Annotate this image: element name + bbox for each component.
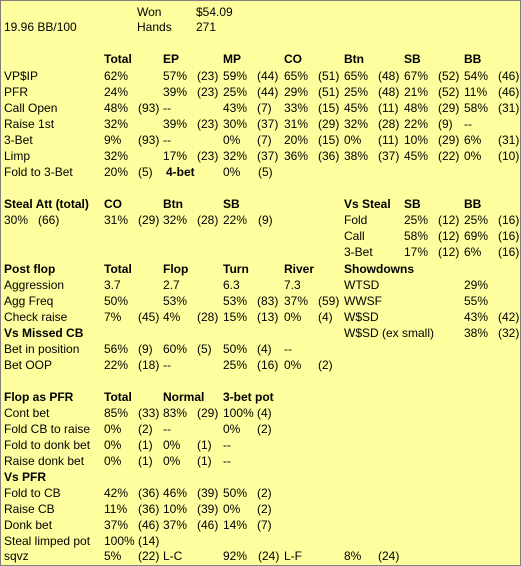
stat-value: 22%: [104, 358, 129, 372]
stat-count: (32): [498, 326, 520, 340]
stat-value: 22%: [223, 213, 248, 227]
stat-count: (13): [257, 310, 279, 324]
stat-value: 32%: [104, 117, 129, 131]
row-label: PFR: [4, 85, 28, 99]
stat-value: 50%: [104, 294, 129, 308]
row-label: Agg Freq: [4, 294, 54, 308]
stat-value: --: [223, 438, 231, 452]
stat-value: 45%: [344, 101, 369, 115]
stat-value: --: [464, 117, 472, 131]
col-header-ep: EP: [163, 52, 180, 66]
stat-count: (11): [378, 133, 399, 147]
stat-count: (51): [318, 85, 340, 99]
row-label: Check raise: [4, 310, 68, 324]
stat-value: 0%: [223, 422, 241, 436]
stat-count: (39): [197, 502, 219, 516]
stat-count: (31): [498, 101, 520, 115]
row-label: Limp: [4, 149, 31, 163]
stat-count: (5): [138, 165, 153, 179]
stat-value: 48%: [104, 101, 129, 115]
hands-label: Hands: [137, 20, 172, 34]
won-label: Won: [137, 5, 162, 19]
stat-count: (16): [498, 213, 520, 227]
vs-steal-col-bb: BB: [464, 197, 482, 211]
stat-value: 31%: [284, 117, 309, 131]
stat-count: (7): [257, 101, 272, 115]
row-label: Call: [344, 229, 365, 243]
stat-count: (1): [197, 438, 212, 452]
stat-count: (29): [438, 133, 460, 147]
stat-count: (46): [138, 518, 160, 532]
col-header-sb: SB: [404, 52, 421, 66]
stat-value: 3.7: [104, 278, 121, 292]
stat-count: (10): [498, 149, 520, 163]
stat-value: 6%: [464, 133, 482, 147]
stat-count: (37): [257, 149, 279, 163]
stat-count: (66): [38, 213, 60, 227]
stat-value: 53%: [163, 294, 188, 308]
stat-count: (52): [438, 85, 460, 99]
stat-count: (23): [197, 69, 219, 83]
flop-pfr-col-normal: Normal: [163, 390, 205, 404]
stat-value: 21%: [404, 85, 429, 99]
stat-count: (16): [498, 245, 520, 259]
stat-count: (15): [318, 133, 340, 147]
stat-count: (7): [257, 518, 272, 532]
stat-value: --: [163, 358, 171, 372]
stat-count: (16): [257, 358, 279, 372]
stat-value: 32%: [344, 117, 369, 131]
stat-count: (11): [378, 101, 399, 115]
stat-count: (37): [378, 149, 400, 163]
stat-count: (36): [138, 486, 160, 500]
stat-value: 50%: [223, 342, 248, 356]
stat-value: 60%: [163, 342, 188, 356]
row-label: Call Open: [4, 101, 58, 115]
stat-count: (23): [197, 85, 219, 99]
stat-count: (9): [438, 117, 453, 131]
stat-value: 0%: [284, 358, 302, 372]
stat-count: (9): [258, 213, 273, 227]
row-label: W$SD (ex small): [344, 326, 435, 340]
stat-count: (12): [438, 245, 460, 259]
stat-value: 0%: [163, 454, 181, 468]
row-label: Bet in position: [4, 342, 80, 356]
stat-value: 43%: [464, 310, 489, 324]
stat-count: (93): [138, 133, 160, 147]
stat-count: (23): [197, 149, 219, 163]
stat-count: (2): [318, 358, 333, 372]
stat-value: --: [163, 422, 171, 436]
stat-count: (48): [378, 69, 400, 83]
row-label: Raise donk bet: [4, 454, 85, 468]
stat-value: 0%: [464, 149, 482, 163]
stat-value: 65%: [344, 69, 369, 83]
stat-value: 54%: [464, 69, 489, 83]
stat-value: 69%: [464, 229, 489, 243]
stat-value: 42%: [104, 486, 129, 500]
stat-value: 24%: [104, 85, 129, 99]
stat-count: (23): [197, 117, 219, 131]
stat-value: 83%: [163, 406, 188, 420]
stat-value: 20%: [284, 133, 309, 147]
row-label: WWSF: [344, 294, 382, 308]
stat-value: 20%: [104, 165, 129, 179]
col-header-bb: BB: [464, 52, 482, 66]
stat-count: (24): [378, 549, 400, 563]
stat-value: 37%: [104, 518, 129, 532]
stat-count: (48): [378, 85, 400, 99]
stat-value: 25%: [464, 213, 489, 227]
stat-count: (4): [257, 342, 272, 356]
stat-count: (39): [197, 486, 219, 500]
lf-label: L-F: [284, 549, 302, 563]
stat-value: 7.3: [284, 278, 301, 292]
stat-value: 48%: [404, 101, 429, 115]
stat-value: 17%: [404, 245, 429, 259]
stat-count: (44): [257, 69, 279, 83]
stat-value: 59%: [223, 69, 248, 83]
row-label: Raise CB: [4, 502, 55, 516]
stat-value: 5%: [104, 549, 122, 563]
stat-count: (59): [318, 294, 340, 308]
stat-count: (83): [257, 294, 279, 308]
stat-count: (1): [138, 454, 153, 468]
stat-count: (28): [197, 213, 219, 227]
stat-count: (4): [257, 406, 272, 420]
stat-value: --: [284, 342, 292, 356]
stat-value: 62%: [104, 69, 129, 83]
stat-value: 50%: [223, 486, 248, 500]
row-label: Fold to 3-Bet: [4, 165, 73, 179]
col-header-total: Total: [104, 52, 132, 66]
postflop-col-flop: Flop: [163, 262, 189, 276]
stat-count: (28): [197, 310, 219, 324]
flop-pfr-col-3bet-pot: 3-bet pot: [223, 390, 274, 404]
row-label: Fold to donk bet: [4, 438, 91, 452]
stat-value: 15%: [223, 310, 248, 324]
stat-count: (33): [138, 406, 160, 420]
hands-value: 271: [196, 20, 217, 34]
stat-value: 57%: [163, 69, 188, 83]
stat-value: 31%: [104, 213, 129, 227]
stat-value: 11%: [464, 85, 488, 99]
stat-count: (2): [257, 502, 272, 516]
stat-value: 39%: [163, 85, 188, 99]
stat-count: (5): [197, 342, 212, 356]
won-value: $54.09: [196, 5, 233, 19]
stat-value: 0%: [163, 438, 181, 452]
stat-value: 11%: [104, 502, 128, 516]
stat-value: 32%: [223, 149, 248, 163]
postflop-col-river: River: [284, 262, 315, 276]
stat-count: (31): [498, 133, 520, 147]
stat-count: (18): [138, 358, 160, 372]
stat-value: 10%: [404, 133, 429, 147]
row-label: Raise 1st: [4, 117, 55, 131]
stat-value: 25%: [223, 358, 248, 372]
stat-value: 58%: [464, 101, 489, 115]
stat-value: 0%: [104, 454, 122, 468]
steal-col-sb: SB: [223, 197, 240, 211]
stat-count: (22): [138, 549, 160, 563]
stat-value: 7%: [104, 310, 122, 324]
stat-value: 0%: [223, 165, 241, 179]
stat-value: 36%: [284, 149, 309, 163]
vs-steal-header: Vs Steal: [344, 197, 391, 211]
stat-value: 0%: [284, 310, 302, 324]
stat-count: (46): [498, 69, 520, 83]
stat-value: 53%: [223, 294, 248, 308]
vs-pfr-header: Vs PFR: [4, 470, 47, 484]
stat-count: (16): [498, 229, 520, 243]
stat-value: 39%: [163, 117, 188, 131]
stat-value: 65%: [284, 69, 309, 83]
stat-value: 43%: [223, 101, 248, 115]
stat-value: 55%: [464, 294, 489, 308]
stat-count: (29): [197, 406, 219, 420]
stat-value: 45%: [404, 149, 429, 163]
stat-count: (14): [138, 534, 160, 548]
stat-value: 29%: [284, 85, 309, 99]
stat-value: 29%: [464, 278, 489, 292]
stat-value: 0%: [344, 133, 362, 147]
row-label: Donk bet: [4, 518, 53, 532]
stat-value: 30%: [223, 117, 248, 131]
stat-value: 10%: [163, 502, 188, 516]
col-header-mp: MP: [223, 52, 241, 66]
stat-value: --: [163, 101, 171, 115]
stat-count: (42): [498, 310, 520, 324]
stat-count: (29): [438, 101, 460, 115]
stat-count: (44): [257, 85, 279, 99]
stat-count: (36): [138, 502, 160, 516]
stat-value: --: [163, 133, 171, 147]
stat-value: 2.7: [163, 278, 180, 292]
stat-count: (29): [138, 213, 160, 227]
stat-count: (52): [438, 69, 460, 83]
stat-value: 32%: [104, 149, 129, 163]
lc-label: L-C: [163, 549, 183, 563]
stat-count: (24): [258, 549, 280, 563]
stat-count: (15): [318, 101, 340, 115]
row-label: Fold CB to raise: [4, 422, 91, 436]
stat-value: 25%: [404, 213, 429, 227]
stat-value: 37%: [163, 518, 188, 532]
stat-count: (12): [438, 213, 460, 227]
stat-value: 0%: [223, 502, 241, 516]
stat-value: 6%: [464, 245, 482, 259]
flop-pfr-header: Flop as PFR: [4, 390, 74, 404]
stat-value: 38%: [344, 149, 369, 163]
stat-count: (1): [138, 438, 153, 452]
stat-value: 0%: [104, 438, 122, 452]
stat-value: 25%: [223, 85, 248, 99]
vs-missed-cb-header: Vs Missed CB: [4, 326, 84, 340]
row-label: Aggression: [4, 278, 65, 292]
steal-col-btn: Btn: [163, 197, 183, 211]
bb100-value: 19.96 BB/100: [4, 20, 77, 34]
stat-count: (2): [257, 486, 272, 500]
stat-count: (2): [138, 422, 153, 436]
stat-count: (46): [197, 518, 219, 532]
steal-col-co: CO: [104, 197, 122, 211]
stat-value: 6.3: [223, 278, 240, 292]
row-label: 3-Bet: [344, 245, 373, 259]
stat-count: (93): [138, 101, 160, 115]
stat-count: (22): [438, 149, 460, 163]
stat-value: 17%: [163, 149, 188, 163]
stat-value: 0%: [104, 422, 122, 436]
stat-value: 67%: [404, 69, 429, 83]
stat-value: 33%: [284, 101, 309, 115]
row-label: Steal limped pot: [4, 534, 91, 548]
row-label: Fold: [344, 213, 368, 227]
stat-count: (28): [378, 117, 400, 131]
stat-count: (12): [438, 229, 460, 243]
stat-count: (45): [138, 310, 160, 324]
stat-count: (29): [318, 117, 340, 131]
stat-value: 30%: [4, 213, 29, 227]
postflop-col-total: Total: [104, 262, 132, 276]
row-label: Cont bet: [4, 406, 50, 420]
stat-value: 0%: [223, 133, 241, 147]
row-label: Fold to CB: [4, 486, 61, 500]
stat-count: (46): [498, 85, 520, 99]
steal-header: Steal Att (total): [4, 197, 89, 211]
postflop-col-turn: Turn: [223, 262, 249, 276]
stat-value: 56%: [104, 342, 129, 356]
stat-value: 85%: [104, 406, 129, 420]
stat-value: 38%: [464, 326, 489, 340]
col-header-co: CO: [284, 52, 302, 66]
stat-value: 100%: [223, 406, 254, 420]
stat-value: 4%: [163, 310, 181, 324]
row-label: 3-Bet: [4, 133, 33, 147]
stat-value: 46%: [163, 486, 188, 500]
stat-count: (37): [257, 117, 279, 131]
stat-count: (4): [318, 310, 333, 324]
stat-value: 32%: [163, 213, 188, 227]
stat-count: (1): [197, 454, 212, 468]
stat-value: 9%: [104, 133, 122, 147]
stat-value: 22%: [404, 117, 429, 131]
stat-value: 25%: [344, 85, 369, 99]
stat-value: 58%: [404, 229, 429, 243]
stat-value: 14%: [223, 518, 248, 532]
stat-count: (2): [257, 422, 272, 436]
row-label: WTSD: [344, 278, 380, 292]
flop-pfr-col-total: Total: [104, 390, 132, 404]
stat-count: (51): [318, 69, 340, 83]
row-label: sqvz: [4, 549, 29, 563]
stat-value: --: [223, 454, 231, 468]
col-header-btn: Btn: [344, 52, 364, 66]
postflop-header: Post flop: [4, 262, 56, 276]
stat-value: 92%: [223, 549, 248, 563]
row-label: VP$IP: [4, 69, 39, 83]
stat-count: (7): [257, 133, 272, 147]
stat-count: (5): [258, 165, 273, 179]
row-label: W$SD: [344, 310, 379, 324]
four-bet-label: 4-bet: [166, 165, 195, 179]
showdowns-header: Showdowns: [344, 262, 414, 276]
stat-count: (36): [318, 149, 340, 163]
stat-value: 8%: [344, 549, 362, 563]
vs-steal-col-sb: SB: [404, 197, 421, 211]
stat-count: (9): [138, 342, 153, 356]
stat-value: 100%: [104, 534, 135, 548]
stat-value: 37%: [284, 294, 309, 308]
row-label: Bet OOP: [4, 358, 53, 372]
